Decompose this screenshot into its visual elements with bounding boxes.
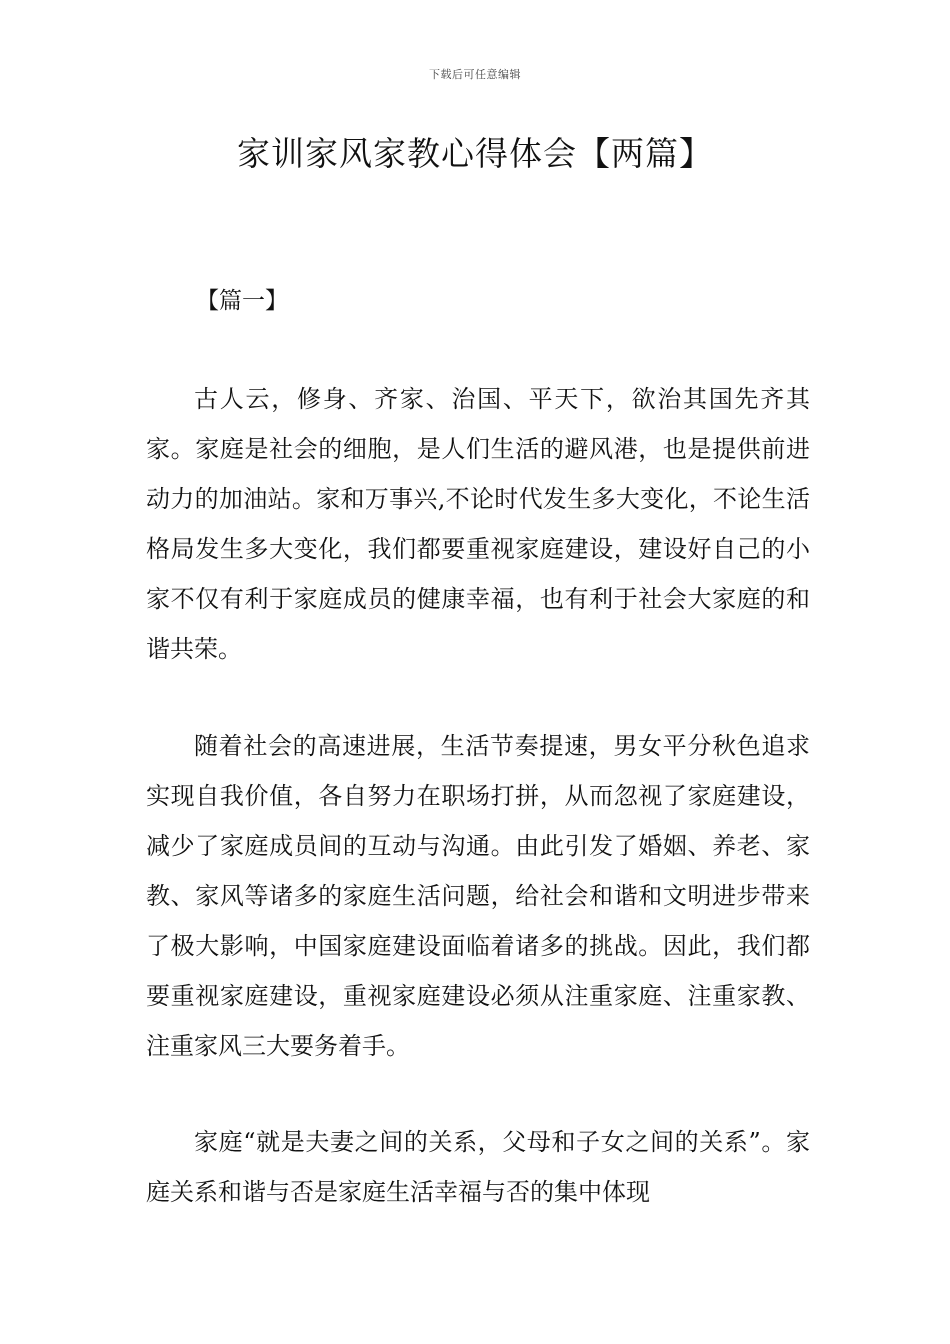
document-title: 家训家风家教心得体会【两篇】 (237, 134, 713, 173)
header-note: 下载后可任意编辑 (429, 68, 521, 81)
paragraph-2: 随着社会的高速进展，生活节奏提速，男女平分秋色追求实现自我价值，各自努力在职场打拼，从而忽视了家庭建设，减少了家庭成员间的互动与沟通。由此引发了婚姻、养老、家教、家风等诸多的家庭生活问题，给社会和谐和文明进步带来了极大影响，中国家庭建设面临着诸多的挑战。因此，我们都要重视家庭建设，重视家庭建设必须从注重家庭、注重家教、注重家风三大要务着手。 (146, 732, 810, 1060)
paragraph-3: 家庭“就是夫妻之间的关系，父母和子女之间的关系”。家庭关系和谐与否是家庭生活幸福与否的集中体现 (146, 1128, 810, 1206)
section-label: 【篇一】 (196, 288, 288, 314)
paragraph-1: 古人云，修身、齐家、治国、平天下，欲治其国先齐其家。家庭是社会的细胞，是人们生活的避风港，也是提供前进动力的加油站。家和万事兴,不论时代发生多大变化，不论生活格局发生多大变化，我们都要重视家庭建设，建设好自己的小家不仅有利于家庭成员的健康幸福，也有利于社会大家庭的和谐共荣。 (146, 385, 810, 663)
